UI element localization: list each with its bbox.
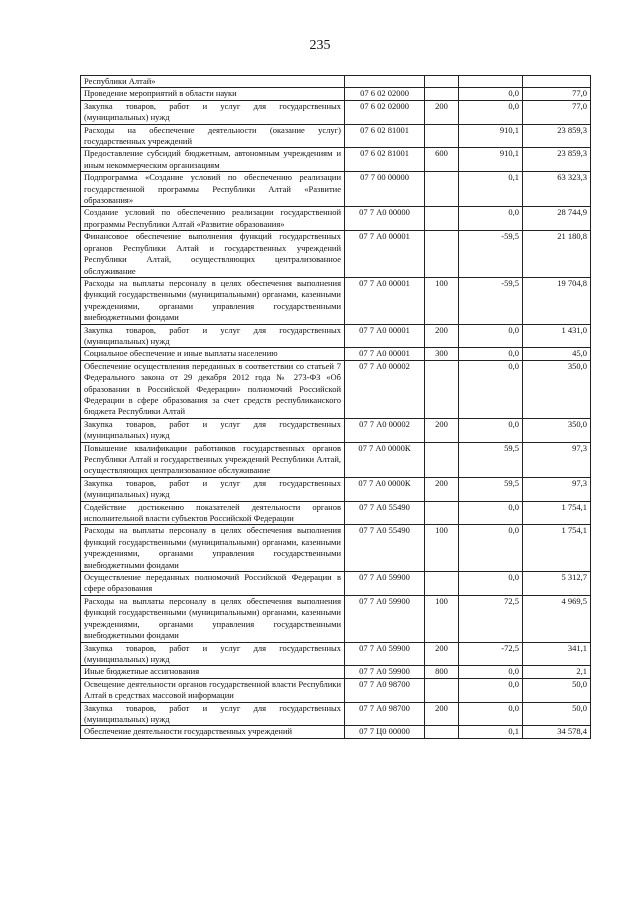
- row-name-cell: Расходы на обеспечение деятельности (оказание услуг) государственных учреждений: [81, 124, 345, 148]
- row-total-cell: 2,1: [523, 666, 591, 678]
- table-row: [81, 666, 591, 678]
- row-total-cell: 34 578,4: [523, 726, 591, 738]
- row-total-cell: 23 859,3: [523, 124, 591, 148]
- row-expense-type-cell: [425, 678, 459, 702]
- row-name-cell: Закупка товаров, работ и услуг для государственных (муниципальных) нужд: [81, 642, 345, 666]
- table-row: [81, 525, 591, 572]
- row-total-cell: 5 312,7: [523, 572, 591, 596]
- row-total-cell: 23 859,3: [523, 148, 591, 172]
- row-name-cell: Республики Алтай»: [81, 76, 345, 88]
- row-expense-type-cell: 200: [425, 418, 459, 442]
- table-row: [81, 76, 591, 88]
- row-code-cell: 07 7 А0 00000: [345, 207, 425, 231]
- row-total-cell: [523, 76, 591, 88]
- row-name-cell: Закупка товаров, работ и услуг для государственных (муниципальных) нужд: [81, 418, 345, 442]
- row-change-cell: [459, 76, 523, 88]
- row-expense-type-cell: 800: [425, 666, 459, 678]
- row-name-cell: Закупка товаров, работ и услуг для государственных (муниципальных) нужд: [81, 702, 345, 726]
- row-name-cell: Обеспечение осуществления переданных в соответствии со статьей 7 Федерального закона от 29 декабря 2012 года № 273-ФЗ «Об образовании в Российской Федерации» полномочий Российской Федерации в сфере образования за счет средств республиканского бюджета Республики Алтай: [81, 360, 345, 418]
- row-name-cell: Создание условий по обеспечению реализации государственной программы Республики Алтай «Развитие образования»: [81, 207, 345, 231]
- row-code-cell: 07 7 А0 98700: [345, 678, 425, 702]
- row-expense-type-cell: [425, 501, 459, 525]
- row-change-cell: 0,0: [459, 418, 523, 442]
- row-total-cell: 77,0: [523, 100, 591, 124]
- row-expense-type-cell: 600: [425, 148, 459, 172]
- row-expense-type-cell: [425, 207, 459, 231]
- row-expense-type-cell: [425, 726, 459, 738]
- row-name-cell: Осуществление переданных полномочий Российской Федерации в сфере образования: [81, 572, 345, 596]
- row-expense-type-cell: 200: [425, 642, 459, 666]
- row-total-cell: 1 754,1: [523, 501, 591, 525]
- row-expense-type-cell: [425, 231, 459, 278]
- row-code-cell: 07 7 А0 55490: [345, 501, 425, 525]
- row-total-cell: 21 180,8: [523, 231, 591, 278]
- table-row: [81, 501, 591, 525]
- row-name-cell: Расходы на выплаты персоналу в целях обеспечения выполнения функций государственными (муниципальными) органами, казенными учреждениями, органами управления государственными внебюджетными фондами: [81, 277, 345, 324]
- table-row: [81, 172, 591, 207]
- row-expense-type-cell: [425, 124, 459, 148]
- row-expense-type-cell: 100: [425, 277, 459, 324]
- row-change-cell: 0,0: [459, 207, 523, 231]
- budget-table: [80, 75, 591, 739]
- row-total-cell: 50,0: [523, 678, 591, 702]
- row-change-cell: 0,0: [459, 666, 523, 678]
- table-row: [81, 124, 591, 148]
- table-row: [81, 88, 591, 100]
- row-change-cell: 0,1: [459, 172, 523, 207]
- row-change-cell: 59,5: [459, 477, 523, 501]
- row-total-cell: 4 969,5: [523, 595, 591, 642]
- row-expense-type-cell: [425, 88, 459, 100]
- row-name-cell: Социальное обеспечение и иные выплаты населению: [81, 348, 345, 360]
- row-expense-type-cell: [425, 76, 459, 88]
- table-row: [81, 348, 591, 360]
- table-row: [81, 207, 591, 231]
- row-total-cell: 28 744,9: [523, 207, 591, 231]
- row-name-cell: Повышение квалификации работников государственных органов Республики Алтай и государственных учреждений Республики Алтай, осуществляющих централизованное обслуживание: [81, 442, 345, 477]
- row-code-cell: 07 7 А0 0000К: [345, 442, 425, 477]
- row-name-cell: Предоставление субсидий бюджетным, автономным учреждениям и иным некоммерческим организациям: [81, 148, 345, 172]
- row-total-cell: 97,3: [523, 442, 591, 477]
- table-row: [81, 442, 591, 477]
- row-change-cell: 0,0: [459, 348, 523, 360]
- row-change-cell: 910,1: [459, 148, 523, 172]
- row-code-cell: 07 6 02 81001: [345, 148, 425, 172]
- row-change-cell: 0,0: [459, 678, 523, 702]
- table-row: [81, 642, 591, 666]
- row-name-cell: Обеспечение деятельности государственных учреждений: [81, 726, 345, 738]
- row-name-cell: Закупка товаров, работ и услуг для государственных (муниципальных) нужд: [81, 100, 345, 124]
- row-total-cell: 50,0: [523, 702, 591, 726]
- row-expense-type-cell: 100: [425, 595, 459, 642]
- row-code-cell: 07 7 А0 00002: [345, 360, 425, 418]
- table-row: [81, 726, 591, 738]
- row-total-cell: 77,0: [523, 88, 591, 100]
- row-change-cell: 0,0: [459, 572, 523, 596]
- row-expense-type-cell: 200: [425, 100, 459, 124]
- row-change-cell: 0,0: [459, 88, 523, 100]
- table-row: [81, 324, 591, 348]
- row-expense-type-cell: [425, 172, 459, 207]
- row-total-cell: 341,1: [523, 642, 591, 666]
- row-change-cell: -59,5: [459, 277, 523, 324]
- row-change-cell: -72,5: [459, 642, 523, 666]
- row-code-cell: 07 7 А0 0000К: [345, 477, 425, 501]
- row-expense-type-cell: 300: [425, 348, 459, 360]
- row-expense-type-cell: 200: [425, 477, 459, 501]
- row-code-cell: 07 7 А0 00001: [345, 348, 425, 360]
- row-code-cell: 07 7 А0 00001: [345, 324, 425, 348]
- row-name-cell: Проведение мероприятий в области науки: [81, 88, 345, 100]
- row-code-cell: 07 6 02 02000: [345, 100, 425, 124]
- row-expense-type-cell: 200: [425, 702, 459, 726]
- row-name-cell: Освещение деятельности органов государственной власти Республики Алтай в средствах массовой информации: [81, 678, 345, 702]
- row-code-cell: 07 7 А0 55490: [345, 525, 425, 572]
- row-change-cell: 910,1: [459, 124, 523, 148]
- table-row: [81, 100, 591, 124]
- row-code-cell: [345, 76, 425, 88]
- table-row: [81, 418, 591, 442]
- table-row: [81, 572, 591, 596]
- row-total-cell: 63 323,3: [523, 172, 591, 207]
- row-expense-type-cell: [425, 360, 459, 418]
- row-code-cell: 07 7 А0 59900: [345, 666, 425, 678]
- row-change-cell: 0,1: [459, 726, 523, 738]
- row-expense-type-cell: 100: [425, 525, 459, 572]
- row-total-cell: 45,0: [523, 348, 591, 360]
- row-code-cell: 07 7 А0 59900: [345, 595, 425, 642]
- row-change-cell: 0,0: [459, 360, 523, 418]
- row-name-cell: Расходы на выплаты персоналу в целях обеспечения выполнения функций государственными (муниципальными) органами, казенными учреждениями, органами управления государственными внебюджетными фондами: [81, 595, 345, 642]
- table-row: [81, 277, 591, 324]
- row-change-cell: 0,0: [459, 501, 523, 525]
- row-code-cell: 07 7 А0 00001: [345, 231, 425, 278]
- table-row: [81, 595, 591, 642]
- row-change-cell: 0,0: [459, 100, 523, 124]
- row-total-cell: 350,0: [523, 360, 591, 418]
- row-change-cell: 0,0: [459, 702, 523, 726]
- row-change-cell: 59,5: [459, 442, 523, 477]
- row-total-cell: 1 754,1: [523, 525, 591, 572]
- table-row: [81, 702, 591, 726]
- row-code-cell: 07 7 А0 00002: [345, 418, 425, 442]
- row-name-cell: Иные бюджетные ассигнования: [81, 666, 345, 678]
- row-total-cell: 97,3: [523, 477, 591, 501]
- row-name-cell: Расходы на выплаты персоналу в целях обеспечения выполнения функций государственными (муниципальными) органами, казенными учреждениями, органами управления государственными внебюджетными фондами: [81, 525, 345, 572]
- table-row: [81, 477, 591, 501]
- row-name-cell: Финансовое обеспечение выполнения функций государственных органов Республики Алтай и государственных учреждений Республики Алтай, осуществляющих централизованное обслуживание: [81, 231, 345, 278]
- table-row: [81, 678, 591, 702]
- row-name-cell: Закупка товаров, работ и услуг для государственных (муниципальных) нужд: [81, 477, 345, 501]
- row-code-cell: 07 6 02 02000: [345, 88, 425, 100]
- row-name-cell: Содействие достижению показателей деятельности органов исполнительной власти субъектов Российской Федерации: [81, 501, 345, 525]
- row-change-cell: 0,0: [459, 525, 523, 572]
- table-row: [81, 148, 591, 172]
- row-expense-type-cell: [425, 572, 459, 596]
- row-name-cell: Закупка товаров, работ и услуг для государственных (муниципальных) нужд: [81, 324, 345, 348]
- row-code-cell: 07 7 А0 98700: [345, 702, 425, 726]
- row-total-cell: 1 431,0: [523, 324, 591, 348]
- row-code-cell: 07 7 00 00000: [345, 172, 425, 207]
- page-number: 235: [309, 38, 331, 53]
- row-change-cell: 72,5: [459, 595, 523, 642]
- row-code-cell: 07 6 02 81001: [345, 124, 425, 148]
- row-total-cell: 350,0: [523, 418, 591, 442]
- row-code-cell: 07 7 А0 59900: [345, 572, 425, 596]
- row-change-cell: -59,5: [459, 231, 523, 278]
- row-code-cell: 07 7 А0 00001: [345, 277, 425, 324]
- row-expense-type-cell: [425, 442, 459, 477]
- row-total-cell: 19 704,8: [523, 277, 591, 324]
- row-name-cell: Подпрограмма «Создание условий по обеспечению реализации государственной программы Республики Алтай «Развитие образования»: [81, 172, 345, 207]
- table-row: [81, 360, 591, 418]
- row-code-cell: 07 7 Ц0 00000: [345, 726, 425, 738]
- row-change-cell: 0,0: [459, 324, 523, 348]
- table-row: [81, 231, 591, 278]
- row-code-cell: 07 7 А0 59900: [345, 642, 425, 666]
- row-expense-type-cell: 200: [425, 324, 459, 348]
